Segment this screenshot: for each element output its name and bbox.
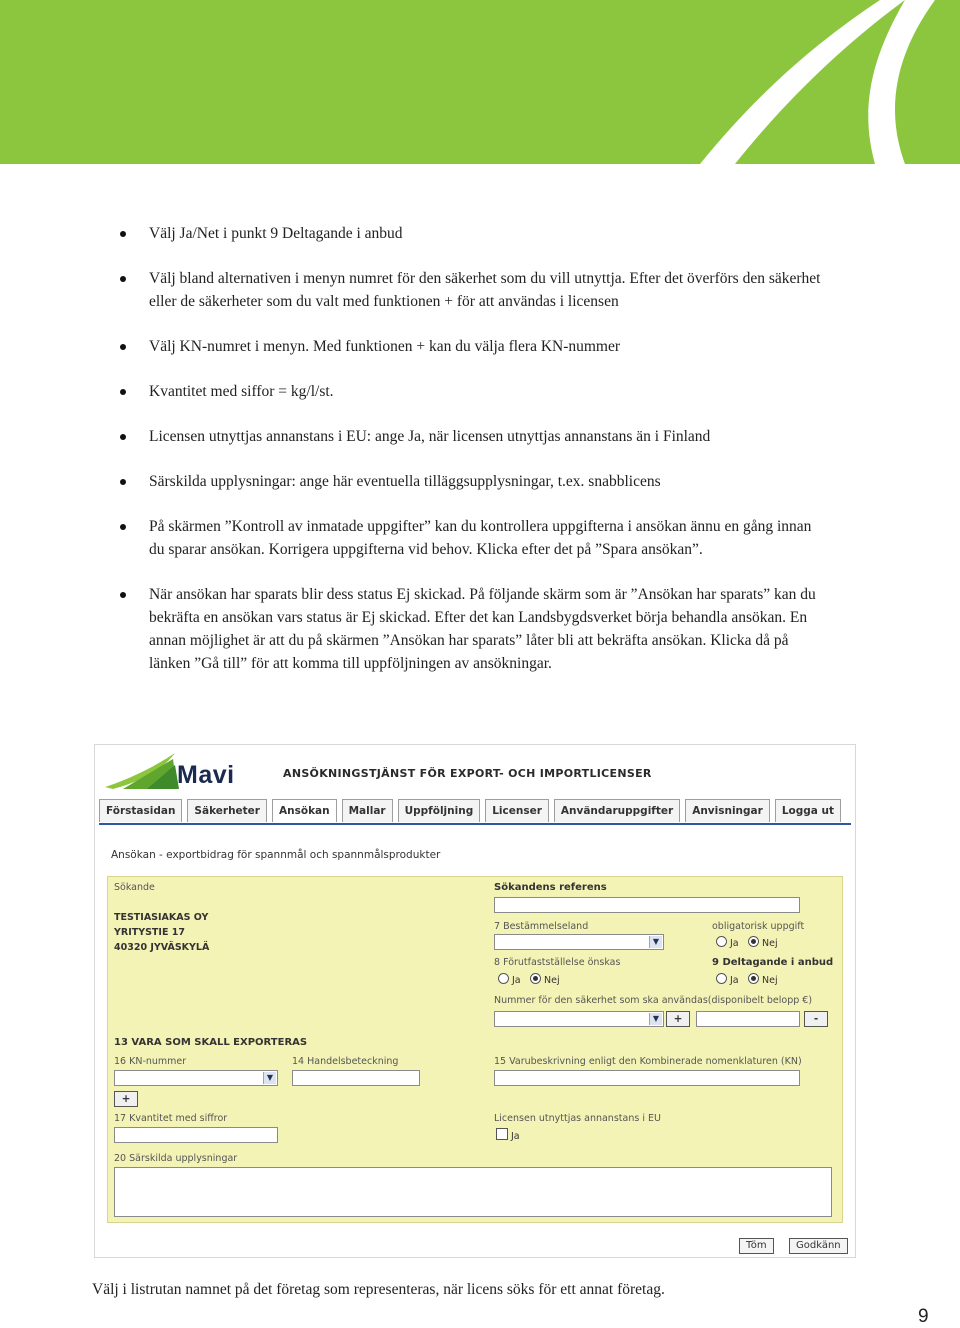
deltagande-ja-radio[interactable]: Ja [716,973,739,986]
list-item: När ansökan har sparats blir dess status Ej skickad. På följande skärm som är ”Ansökan har sparats” kan du bekräfta en ansökan vars status är Ej skickad. Efter det kan Landsbygdsverket börja behandla ansökan. En annan möjlighet är att du på skärmen ”Ansökan har sparats” låter bli att bekräfta ansökan. Klicka då på länken ”Gå till” för att komma till uppföljningen av ansökningar. [149,583,829,675]
deltagande-nej-radio[interactable]: Nej [748,973,778,986]
header-banner [0,0,960,164]
bestammelseland-label: 7 Bestämmelseland [494,921,589,932]
application-form [107,876,843,1223]
checkbox-icon [496,1128,508,1140]
list-item: Särskilda upplysningar: ange här eventuella tilläggsupplysningar, t.ex. snabblicens [149,470,829,493]
obligatorisk-ja-radio[interactable]: Ja [716,936,739,949]
handelsbeteckning-input[interactable] [292,1070,420,1086]
tab-licenser[interactable]: Licenser [485,799,549,822]
add-sakerhet-button[interactable]: + [666,1011,690,1027]
radio-icon [498,973,509,984]
forutfaststallelse-label: 8 Förutfastställelse önskas [494,957,621,968]
deltagande-label: 9 Deltagande i anbud [712,957,834,968]
sakerhet-label: Nummer för den säkerhet som ska användas(disponibelt belopp €) [494,995,813,1006]
list-item: Kvantitet med siffor = kg/l/st. [149,380,829,403]
app-title: ANSÖKNINGSTJÄNST FÖR EXPORT- OCH IMPORTLICENSER [283,767,652,780]
figure-caption: Välj i listrutan namnet på det företag som representeras, när licens söks för ett annat företag. [92,1281,665,1298]
obligatorisk-label: obligatorisk uppgift [712,921,805,932]
obligatorisk-nej-radio[interactable]: Nej [748,936,778,949]
tab-logga-ut[interactable]: Logga ut [775,799,841,822]
chevron-down-icon: ▼ [649,1013,662,1025]
referens-label: Sökandens referens [494,882,607,893]
chevron-down-icon: ▼ [263,1072,276,1084]
radio-selected-icon [530,973,541,984]
tab-sakerheter[interactable]: Säkerheter [187,799,267,822]
instruction-list [0,222,960,675]
eu-checkbox[interactable]: Ja [496,1128,520,1142]
bestammelseland-select[interactable] [494,934,664,950]
list-item: Välj Ja/Net i punkt 9 Deltagande i anbud [149,222,829,245]
remove-sakerhet-button[interactable]: - [804,1011,828,1027]
referens-input[interactable] [494,897,800,913]
applicant-city: 40320 JYVÄSKYLÄ [114,942,210,953]
eu-label: Licensen utnyttjas annanstans i EU [494,1113,661,1124]
add-kn-button[interactable]: + [114,1091,138,1107]
sakerhet-amount-input[interactable] [696,1011,800,1027]
chevron-down-icon: ▼ [649,936,662,948]
page-number: 9 [918,1306,929,1327]
main-tabs [99,799,841,822]
list-item: Licensen utnyttjas annanstans i EU: ange Ja, när licensen utnyttjas annanstans än i Finland [149,425,829,448]
list-item: På skärmen ”Kontroll av inmatade uppgifter” kan du kontrollera uppgifterna i ansökan ännu en gång innan du sparar ansökan. Korrigera uppgifterna vid behov. Klicka efter det på ”Spara ansökan”. [149,515,829,561]
tab-ansokan[interactable]: Ansökan [272,799,337,822]
logo-leaf-icon [103,751,183,791]
forutfaststallelse-nej-radio[interactable]: Nej [530,973,560,986]
varubeskrivning-input[interactable] [494,1070,800,1086]
kvantitet-input[interactable] [114,1127,278,1143]
radio-selected-icon [748,936,759,947]
kn-label: 16 KN-nummer [114,1056,187,1067]
approve-button[interactable]: Godkänn [789,1238,848,1254]
forutfaststallelse-ja-radio[interactable]: Ja [498,973,521,986]
sarskilda-label: 20 Särskilda upplysningar [114,1153,238,1164]
tab-forstasidan[interactable]: Förstasidan [99,799,182,822]
kvantitet-label: 17 Kvantitet med siffror [114,1113,228,1124]
sarskilda-textarea[interactable] [114,1167,832,1217]
handelsbeteckning-label: 14 Handelsbeteckning [292,1056,399,1067]
radio-icon [716,936,727,947]
sakerhet-select[interactable] [494,1011,664,1027]
leaf-graphic [0,0,960,164]
vara-heading: 13 VARA SOM SKALL EXPORTERAS [114,1037,308,1048]
applicant-name: TESTIASIAKAS OY [114,912,209,923]
breadcrumb: Ansökan - exportbidrag för spannmål och spannmålsprodukter [111,849,441,861]
list-item: Välj bland alternativen i menyn numret för den säkerhet som du vill utnyttja. Efter det överförs den säkerhet eller de säkerheter som du valt med funktionen + för att användas i licensen [149,267,829,313]
radio-selected-icon [748,973,759,984]
tab-mallar[interactable]: Mallar [342,799,393,822]
list-item: Välj KN-numret i menyn. Med funktionen + kan du välja flera KN-nummer [149,335,829,358]
tab-uppfoljning[interactable]: Uppföljning [398,799,481,822]
clear-button[interactable]: Töm [739,1238,774,1254]
applicant-street: YRITYSTIE 17 [114,927,185,938]
tab-anvandaruppgifter[interactable]: Användaruppgifter [554,799,680,822]
logo-text: Mavi [177,761,235,789]
sokande-label: Sökande [114,882,155,893]
tab-divider [99,823,851,825]
varubeskrivning-label: 15 Varubeskrivning enligt den Kombinerade nomenklaturen (KN) [494,1056,802,1067]
radio-icon [716,973,727,984]
kn-select[interactable] [114,1070,278,1086]
tab-anvisningar[interactable]: Anvisningar [685,799,770,822]
application-screenshot [94,744,856,1258]
